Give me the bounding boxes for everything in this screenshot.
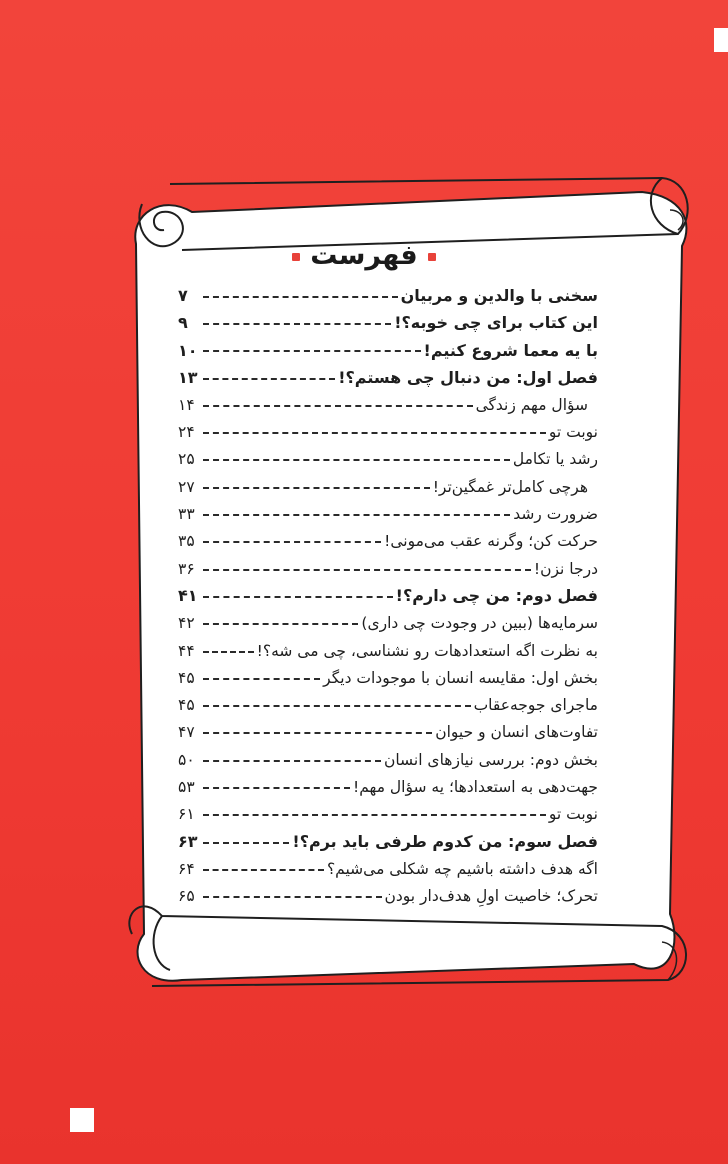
toc-entry-title: هرچی کامل‌تر غمگین‌تر! bbox=[432, 477, 588, 496]
toc-leader-dashes bbox=[203, 678, 320, 680]
toc-entry bbox=[178, 637, 598, 664]
toc-entry-title: با یه معما شروع کنیم! bbox=[423, 340, 598, 360]
toc-entry-page: ۴۵ bbox=[178, 668, 195, 687]
toc-entry-page: ۶۵ bbox=[178, 887, 195, 906]
toc-leader-dashes bbox=[203, 323, 391, 325]
toc-leader-dashes bbox=[203, 760, 381, 762]
toc-entry-page: ۲۵ bbox=[178, 450, 195, 469]
toc-entry bbox=[178, 582, 598, 609]
toc-entry-title: درجا نزن! bbox=[533, 559, 598, 578]
toc-entry-page: ۴۵ bbox=[178, 696, 195, 715]
toc-entry-page: ۲۷ bbox=[178, 477, 195, 496]
toc-entry bbox=[178, 446, 598, 473]
toc-entry-title: اگه هدف داشته باشیم چه شکلی می‌شیم؟ bbox=[326, 859, 598, 878]
toc-entry-page: ۹ bbox=[178, 313, 188, 333]
toc-leader-dashes bbox=[203, 814, 546, 816]
toc-entry-title: این کتاب برای چی خوبه؟! bbox=[394, 313, 598, 333]
toc-leader-dashes bbox=[203, 596, 393, 598]
toc-entry bbox=[178, 309, 598, 336]
toc-leader-dashes bbox=[203, 296, 398, 298]
toc-leader-dashes bbox=[203, 869, 324, 871]
toc-entry bbox=[178, 282, 598, 309]
toc-entry-page: ۵۳ bbox=[178, 777, 195, 796]
toc-entry-page: ۴۱ bbox=[178, 586, 198, 606]
toc-entry bbox=[178, 528, 598, 555]
toc-entry-title: نوبت تو bbox=[548, 423, 598, 442]
toc-leader-dashes bbox=[203, 487, 430, 489]
toc-entry-page: ۱۳ bbox=[178, 368, 198, 388]
toc-entry-title: سؤال مهم زندگی bbox=[475, 395, 588, 414]
toc-leader-dashes bbox=[203, 459, 510, 461]
toc-leader-dashes bbox=[203, 405, 473, 407]
toc-leader-dashes bbox=[203, 651, 254, 653]
toc-entry bbox=[178, 664, 598, 691]
toc-entry-page: ۵۰ bbox=[178, 750, 195, 769]
toc-entry-title: نوبت تو bbox=[548, 805, 598, 824]
toc-entry-title: فصل دوم: من چی دارم؟! bbox=[395, 586, 598, 606]
toc-entry bbox=[178, 555, 598, 582]
toc-entry-title: حرکت کن؛ وگرنه عقب می‌مونی! bbox=[384, 532, 598, 551]
toc-leader-dashes bbox=[203, 514, 510, 516]
toc-entry bbox=[178, 883, 598, 910]
corner-square-top bbox=[714, 28, 728, 52]
toc-entry-title: بخش اول: مقایسه انسان با موجودات دیگر bbox=[323, 668, 598, 687]
toc-entry bbox=[178, 337, 598, 364]
toc-leader-dashes bbox=[203, 569, 531, 571]
toc-entry-page: ۱۰ bbox=[178, 340, 198, 360]
toc-entry-page: ۳۵ bbox=[178, 532, 195, 551]
toc-entry bbox=[178, 473, 598, 500]
toc-entry-title: بخش دوم: بررسی نیازهای انسان bbox=[383, 750, 598, 769]
toc-entry bbox=[178, 610, 598, 637]
toc-entry bbox=[178, 418, 598, 445]
toc-entry bbox=[178, 391, 598, 418]
toc-leader-dashes bbox=[203, 842, 289, 844]
toc-entry-page: ۶۱ bbox=[178, 805, 195, 824]
toc-entry-title: ضرورت رشد bbox=[513, 505, 598, 524]
toc-entry bbox=[178, 691, 598, 718]
heading-dot-left bbox=[292, 253, 300, 261]
toc-entry-page: ۴۲ bbox=[178, 614, 195, 633]
heading-dot-right bbox=[428, 253, 436, 261]
table-of-contents bbox=[178, 282, 598, 910]
toc-entry-page: ۳۶ bbox=[178, 559, 195, 578]
toc-entry-title: رشد یا تکامل bbox=[512, 450, 598, 469]
corner-square-bottom bbox=[70, 1108, 94, 1132]
toc-leader-dashes bbox=[203, 541, 381, 543]
toc-entry-page: ۱۴ bbox=[178, 395, 195, 414]
toc-entry-title: ماجرای جوجه‌عقاب bbox=[473, 696, 598, 715]
toc-leader-dashes bbox=[203, 378, 335, 380]
toc-leader-dashes bbox=[203, 732, 432, 734]
toc-entry-title: سرمایه‌ها (ببین در وجودت چی داری) bbox=[361, 614, 598, 633]
toc-entry-page: ۳۳ bbox=[178, 505, 195, 524]
toc-leader-dashes bbox=[203, 705, 471, 707]
toc-heading-text: فهرست bbox=[310, 240, 418, 271]
toc-entry-title: فصل سوم: من کدوم طرفی باید برم؟! bbox=[292, 832, 598, 852]
toc-leader-dashes bbox=[203, 787, 350, 789]
toc-heading bbox=[0, 240, 728, 271]
toc-entry bbox=[178, 500, 598, 527]
toc-entry-page: ۶۳ bbox=[178, 832, 198, 852]
toc-entry bbox=[178, 364, 598, 391]
toc-entry-title: تحرک؛ خاصیت اولِ هدف‌دار بودن bbox=[384, 887, 598, 906]
toc-leader-dashes bbox=[203, 350, 421, 352]
toc-entry bbox=[178, 828, 598, 855]
toc-entry-page: ۷ bbox=[178, 286, 188, 306]
toc-entry-page: ۲۴ bbox=[178, 423, 195, 442]
toc-entry-title: جهت‌دهی به استعدادها؛ یه سؤال مهم! bbox=[353, 777, 598, 796]
toc-entry-page: ۶۴ bbox=[178, 859, 195, 878]
toc-entry bbox=[178, 773, 598, 800]
toc-entry-title: سخنی با والدین و مربیان bbox=[400, 286, 598, 306]
toc-entry-title: فصل اول: من دنبال چی هستم؟! bbox=[338, 368, 598, 388]
toc-entry bbox=[178, 746, 598, 773]
toc-entry-page: ۴۷ bbox=[178, 723, 195, 742]
toc-entry bbox=[178, 801, 598, 828]
toc-entry-title: به نظرت اگه استعدادهات رو نشناسی، چی می شه؟! bbox=[256, 641, 598, 660]
toc-entry bbox=[178, 719, 598, 746]
toc-leader-dashes bbox=[203, 896, 382, 898]
toc-leader-dashes bbox=[203, 432, 546, 434]
toc-entry-page: ۴۴ bbox=[178, 641, 195, 660]
toc-leader-dashes bbox=[203, 623, 358, 625]
toc-entry-title: تفاوت‌های انسان و حیوان bbox=[435, 723, 598, 742]
toc-entry bbox=[178, 855, 598, 882]
